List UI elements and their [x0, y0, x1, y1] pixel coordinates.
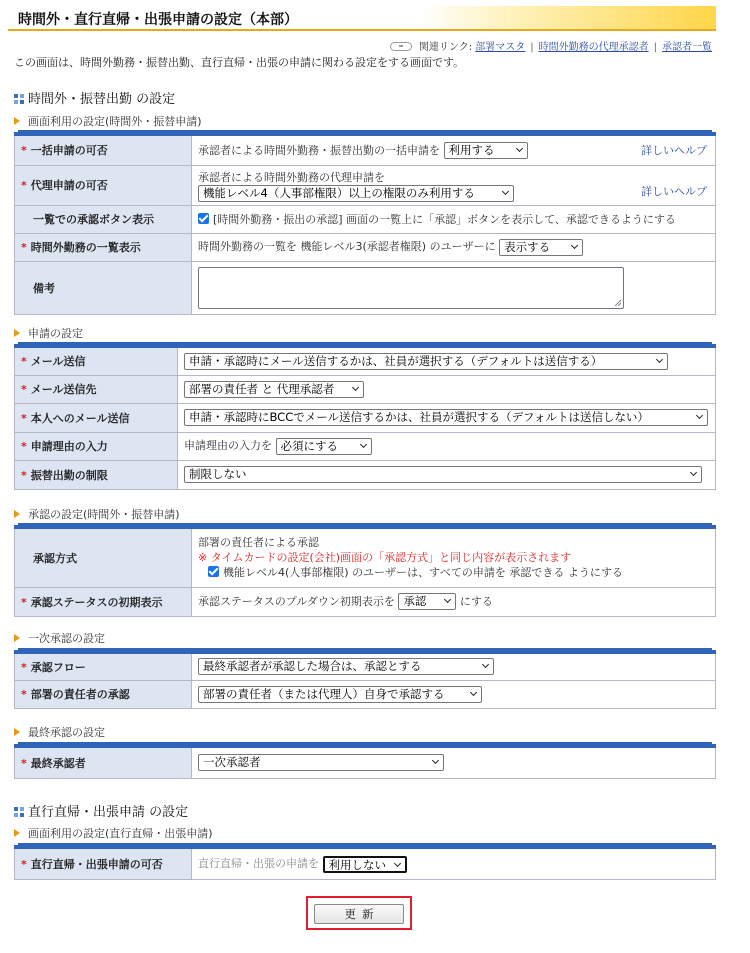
help-link-proxy[interactable]: 詳しいヘルプ: [641, 184, 707, 198]
application-settings-table: [14, 344, 716, 490]
row-approve-button-display: [15, 205, 716, 233]
initial-status-text: 承認ステータスのプルダウン初期表示を: [198, 594, 395, 608]
label-reason-input: 申請理由の入力: [30, 440, 108, 453]
direct-usage-table: [14, 845, 716, 880]
row-substitute-restriction: * 振替出勤の制限 制限しない: [15, 460, 716, 489]
triangle-bullet-icon: [14, 510, 20, 518]
label-bulk-application: 一括申請の可否: [30, 144, 108, 158]
label-direct-availability: 直行直帰・出張申請の可否: [30, 857, 163, 871]
row-mail-send: * メール送信 申請・承認時にメール送信するかは、社員が選択する（デフォルトは送信する）: [15, 346, 716, 375]
level4-approve-all-checkbox[interactable]: [208, 566, 219, 577]
label-proxy-application: 代理申請の可否: [30, 179, 108, 192]
label-initial-status: 承認ステータスの初期表示: [30, 595, 163, 609]
initial-status-select[interactable]: 承認: [398, 593, 456, 610]
row-approval-flow: * 承認フロー 最終承認者が承認した場合は、承認とする: [15, 652, 716, 680]
link-separator: |: [530, 42, 534, 53]
direct-availability-select[interactable]: 利用しない: [323, 856, 407, 873]
label-approval-method: 承認方式: [15, 527, 192, 587]
usage-settings-table: [14, 132, 716, 315]
approval-flow-select[interactable]: 最終承認者が承認した場合は、承認とする: [198, 658, 494, 675]
reason-select[interactable]: 必須にする: [276, 438, 372, 455]
section-direct-heading: 直行直帰・出張申請 の設定: [14, 801, 188, 820]
row-manager-approval: * 部署の責任者の承認 部署の責任者（または代理人）自身で承認する: [15, 680, 716, 708]
link-department-master[interactable]: 部署マスタ: [475, 42, 526, 53]
section-overtime-heading: 時間外・振替出勤 の設定: [14, 88, 175, 107]
row-approval-method: [15, 527, 716, 587]
label-substitute-restriction: 振替出勤の制限: [30, 468, 108, 482]
label-mail-recipient: メール送信先: [30, 383, 97, 396]
subsection-final-approval-heading: 最終承認の設定: [14, 724, 105, 740]
first-approval-table: [14, 650, 716, 709]
approval-method-text: 部署の責任者による承認: [198, 536, 319, 550]
list-display-text: 時間外勤務の一覧を 機能レベル3(承認者権限) のユーザーに: [198, 240, 496, 254]
substitute-restriction-select[interactable]: 制限しない: [184, 466, 702, 483]
triangle-bullet-icon: [14, 728, 20, 736]
label-final-approver: 最終承認者: [30, 756, 86, 770]
section-grid-icon: [14, 807, 24, 817]
subsection-direct-usage-heading: 画面利用の設定(直行直帰・出張申請): [14, 825, 213, 841]
approve-button-text: [時間外勤務・振出の承認] 画面の一覧上に「承認」ボタンを表示して、承認できるようにする: [213, 213, 676, 226]
proxy-text: 承認者による時間外勤務の代理申請を: [198, 170, 385, 184]
level4-approve-all-text: 機能レベル4(人事部権限) のユーザーは、すべての申請を 承認できる ようにする: [223, 566, 623, 580]
row-reason-input: * 申請理由の入力 申請理由の入力を 必須にする: [15, 432, 716, 460]
list-display-select[interactable]: 表示する: [499, 239, 583, 256]
row-remarks: [15, 261, 716, 314]
title-bar: [8, 6, 716, 31]
subsection-approval-heading: 承認の設定(時間外・振替申請): [14, 506, 180, 522]
bulk-text: 承認者による時間外勤務・振替出勤の一括申請を: [198, 143, 440, 157]
row-final-approver: * 最終承認者 一次承認者: [15, 746, 716, 778]
row-proxy-application: * 代理申請の可否 承認者による時間外勤務の代理申請を 機能レベル4（人事部権限）以上の権限のみ利用する 詳しいヘルプ: [15, 165, 716, 205]
update-button[interactable]: 更新: [314, 904, 404, 924]
mail-send-select[interactable]: 申請・承認時にメール送信するかは、社員が選択する（デフォルトは送信する）: [184, 353, 668, 370]
self-mail-select[interactable]: 申請・承認時にBCCでメール送信するかは、社員が選択する（デフォルトは送信しない）: [184, 409, 708, 426]
link-separator: |: [653, 42, 657, 53]
label-approval-flow: 承認フロー: [30, 660, 86, 674]
section-grid-icon: [14, 94, 24, 104]
link-overtime-proxy-approver[interactable]: 時間外勤務の代理承認者: [538, 42, 649, 53]
subsection-usage-heading: 画面利用の設定(時間外・振替申請): [14, 113, 202, 129]
proxy-application-select[interactable]: 機能レベル4（人事部権限）以上の権限のみ利用する: [198, 185, 514, 202]
final-approval-table: [14, 744, 716, 779]
page-title: 時間外・直行直帰・出張申請の設定（本部）: [18, 12, 298, 28]
row-self-mail: * 本人へのメール送信 申請・承認時にBCCでメール送信するかは、社員が選択する（デフォルトは送信しない）: [15, 403, 716, 432]
initial-status-suffix: にする: [459, 594, 493, 608]
label-self-mail: 本人へのメール送信: [30, 411, 130, 425]
manager-approval-select[interactable]: 部署の責任者（または代理人）自身で承認する: [198, 686, 482, 703]
update-button-highlight: [306, 896, 412, 930]
triangle-bullet-icon: [14, 634, 20, 642]
approval-settings-table: [14, 525, 716, 617]
row-bulk-application: * 一括申請の可否 承認者による時間外勤務・振替出勤の一括申請を 利用する 詳しいヘルプ: [15, 134, 716, 165]
label-approve-button-display: 一覧での承認ボタン表示: [15, 205, 192, 233]
link-chain-icon: [390, 42, 412, 51]
mail-recipient-select[interactable]: 部署の責任者 と 代理承認者: [184, 381, 364, 398]
subsection-application-heading: 申請の設定: [14, 325, 83, 341]
triangle-bullet-icon: [14, 117, 20, 125]
related-links-prefix: 関連リンク:: [418, 42, 473, 53]
row-mail-recipient: * メール送信先 部署の責任者 と 代理承認者: [15, 375, 716, 403]
bulk-application-select[interactable]: 利用する: [444, 142, 528, 159]
subsection-first-approval-heading: 一次承認の設定: [14, 630, 105, 646]
row-direct-availability: * 直行直帰・出張申請の可否 直行直帰・出張の申請を 利用しない: [15, 847, 716, 879]
label-manager-approval: 部署の責任者の承認: [30, 688, 130, 701]
remarks-textarea[interactable]: [198, 267, 624, 309]
row-initial-status: * 承認ステータスの初期表示 承認ステータスのプルダウン初期表示を 承認 にする: [15, 587, 716, 616]
help-link-bulk[interactable]: 詳しいヘルプ: [641, 144, 707, 157]
reason-text: 申請理由の入力を: [184, 439, 272, 453]
final-approver-select[interactable]: 一次承認者: [198, 754, 444, 771]
link-approver-list[interactable]: 承認者一覧: [662, 42, 712, 53]
row-overtime-list-display: * 時間外勤務の一覧表示 時間外勤務の一覧を 機能レベル3(承認者権限) のユーザーに 表示する: [15, 233, 716, 261]
triangle-bullet-icon: [14, 829, 20, 837]
approve-button-checkbox[interactable]: [198, 213, 209, 224]
label-mail-send: メール送信: [30, 355, 86, 369]
label-overtime-list-display: 時間外勤務の一覧表示: [30, 241, 141, 254]
related-links: [390, 38, 712, 53]
triangle-bullet-icon: [14, 329, 20, 337]
intro-text: この画面は、時間外勤務・振替出勤、直行直帰・出張の申請に関わる設定をする画面です。: [14, 56, 465, 69]
direct-availability-text: 直行直帰・出張の申請を: [198, 857, 319, 870]
label-remarks: 備考: [15, 261, 192, 314]
approval-method-note: ※ タイムカードの設定(会社)画面の「承認方式」と同じ内容が表示されます: [198, 551, 572, 565]
